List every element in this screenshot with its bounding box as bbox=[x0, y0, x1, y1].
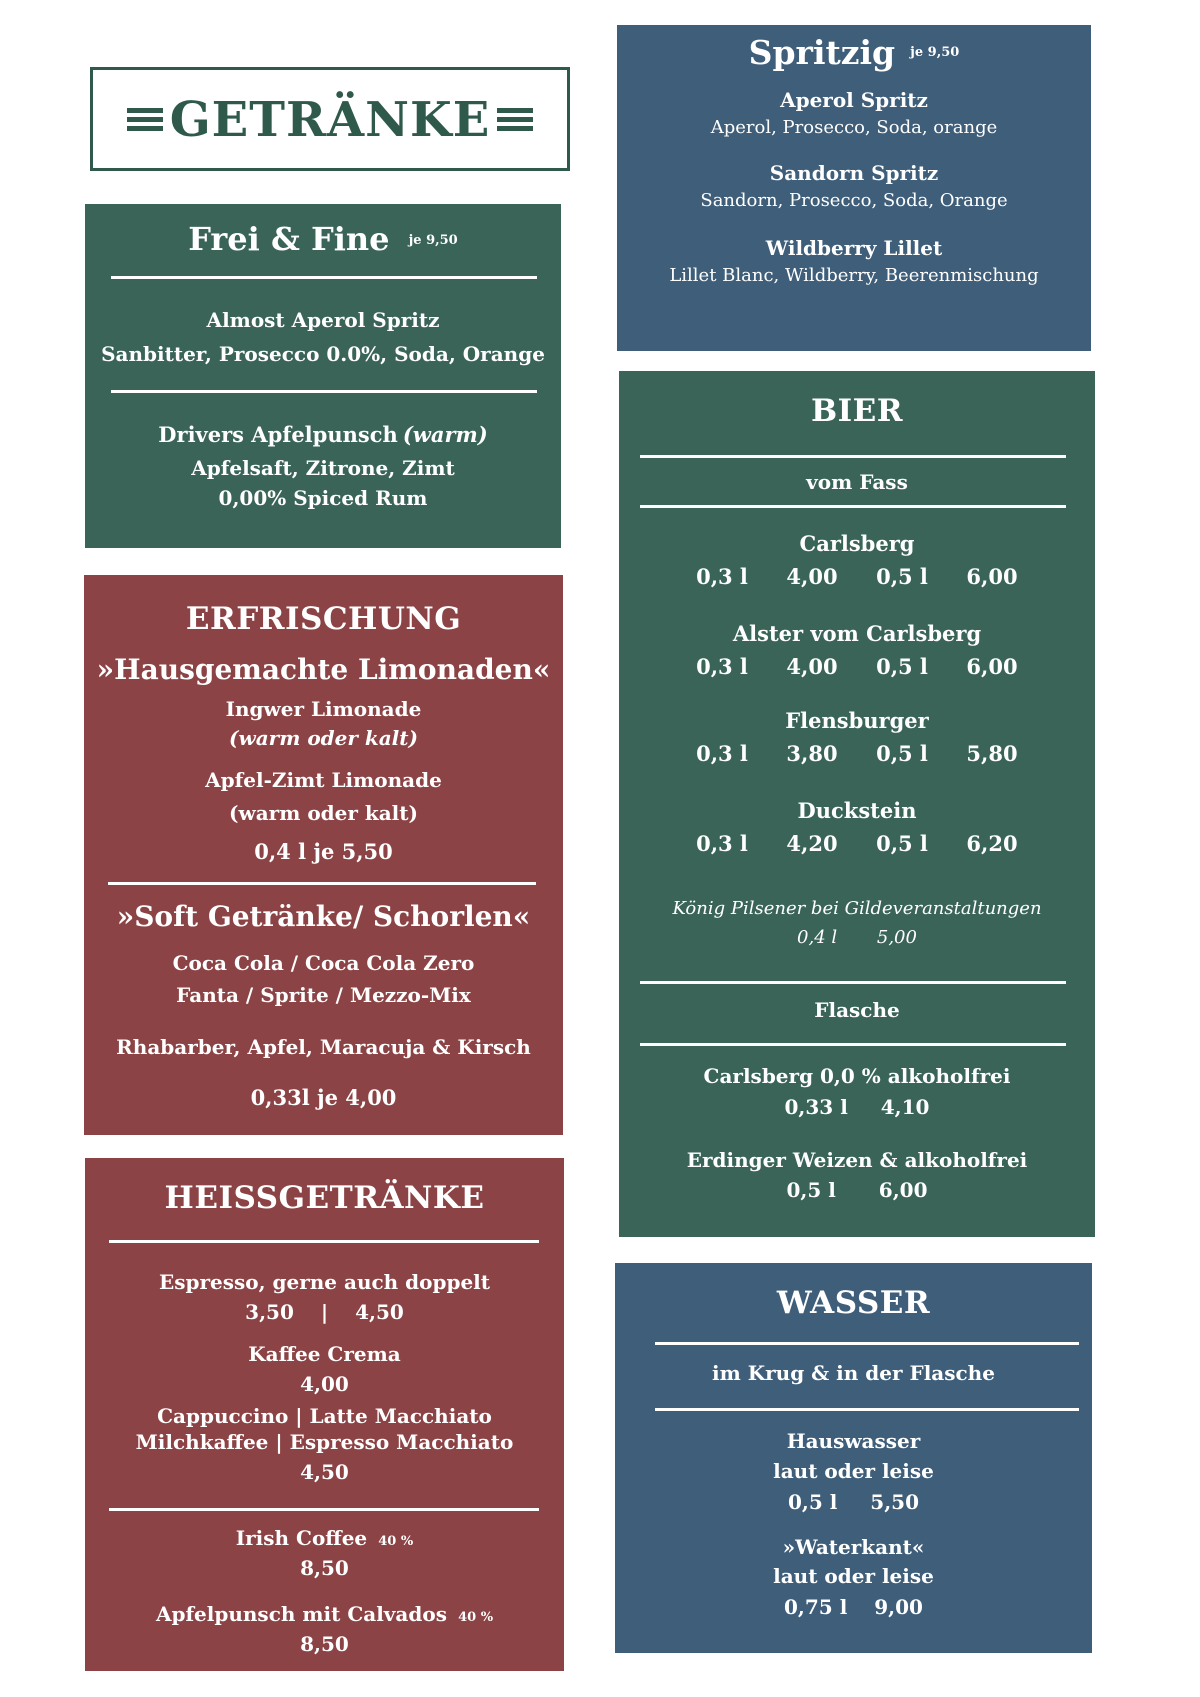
section-heissgetraenke bbox=[85, 1158, 564, 1671]
section-heading: Frei & Fine bbox=[188, 220, 390, 258]
item-name: Erdinger Weizen & alkoholfrei bbox=[686, 1148, 1028, 1172]
item-description: laut oder leise bbox=[773, 1564, 934, 1588]
menu-lines-icon bbox=[497, 108, 533, 132]
item-name: Fanta / Sprite / Mezzo-Mix bbox=[176, 983, 471, 1007]
section-heading: WASSER bbox=[776, 1285, 931, 1321]
item-volume: 0,5 l bbox=[787, 1490, 838, 1514]
beer-name: Flensburger bbox=[785, 708, 929, 733]
item-name: Apfelpunsch mit Calvados bbox=[155, 1602, 447, 1626]
item-price: 4,50 bbox=[355, 1300, 404, 1324]
divider bbox=[109, 1508, 539, 1511]
item-description: laut oder leise bbox=[773, 1459, 934, 1483]
section-bier bbox=[619, 371, 1095, 1237]
divider bbox=[655, 1342, 1079, 1345]
item-name: Hauswasser bbox=[786, 1429, 921, 1453]
subsection-label: vom Fass bbox=[806, 470, 908, 494]
item-name: Apfel-Zimt Limonade bbox=[205, 768, 442, 792]
item-description: Apfelsaft, Zitrone, Zimt bbox=[191, 456, 455, 480]
item-name: Cappuccino | Latte Macchiato bbox=[157, 1404, 492, 1428]
item-price: 0,4 l je 5,50 bbox=[254, 839, 393, 864]
divider bbox=[111, 390, 537, 393]
item-name: Aperol Spritz bbox=[780, 88, 928, 112]
beer-name: Alster vom Carlsberg bbox=[732, 621, 982, 646]
item-name: »Waterkant« bbox=[782, 1535, 925, 1559]
item-price: 6,00 bbox=[878, 1178, 928, 1202]
divider bbox=[655, 1408, 1079, 1411]
item-price: 8,50 bbox=[300, 1632, 349, 1656]
beer-name: Carlsberg bbox=[799, 531, 915, 556]
item-volume: 0,4 l bbox=[797, 927, 838, 948]
item-price: 4,00 bbox=[300, 1372, 349, 1396]
section-heading: BIER bbox=[810, 393, 904, 429]
item-name: Carlsberg 0,0 % alkoholfrei bbox=[703, 1064, 1011, 1088]
beer-name: Duckstein bbox=[797, 798, 917, 823]
item-note: (warm oder kalt) bbox=[229, 726, 418, 750]
divider bbox=[111, 276, 537, 279]
section-wasser bbox=[615, 1263, 1092, 1653]
divider bbox=[108, 882, 536, 885]
item-name: Rhabarber, Apfel, Maracuja & Kirsch bbox=[116, 1035, 531, 1059]
section-frei-fine bbox=[85, 204, 561, 548]
alcohol-percent: 40 % bbox=[378, 1534, 414, 1549]
item-price: 0,33l je 4,00 bbox=[250, 1085, 397, 1110]
price-note: je 9,50 bbox=[408, 233, 458, 248]
item-description: Sandorn, Prosecco, Soda, Orange bbox=[700, 190, 1008, 211]
alcohol-percent: 40 % bbox=[458, 1610, 494, 1625]
price-note: je 9,50 bbox=[910, 45, 960, 60]
item-name: Almost Aperol Spritz bbox=[206, 308, 440, 332]
divider bbox=[640, 1043, 1066, 1046]
item-note: (warm) bbox=[402, 422, 488, 447]
item-note: (warm oder kalt) bbox=[229, 801, 418, 825]
beer-prices: 0,3 l 3,80 0,5 l 5,80 bbox=[696, 741, 1018, 766]
subsection-label: im Krug & in der Flasche bbox=[712, 1361, 995, 1385]
subsection-heading: »Hausgemachte Limonaden« bbox=[96, 653, 551, 686]
item-volume: 0,75 l bbox=[784, 1595, 848, 1619]
item-name: Irish Coffee bbox=[235, 1526, 368, 1550]
item-name: Coca Cola / Coca Cola Zero bbox=[172, 951, 475, 975]
section-heading: HEISSGETRÄNKE bbox=[164, 1180, 485, 1216]
section-heading: ERFRISCHUNG bbox=[185, 601, 462, 637]
page-title: GETRÄNKE bbox=[169, 92, 491, 148]
price-separator: | bbox=[320, 1300, 329, 1324]
item-price: 5,00 bbox=[876, 927, 917, 948]
divider bbox=[640, 505, 1066, 508]
item-name: König Pilsener bei Gildeveranstaltungen bbox=[672, 898, 1042, 919]
item-volume: 0,33 l bbox=[784, 1095, 848, 1119]
section-spritzig bbox=[617, 25, 1091, 351]
item-name: Ingwer Limonade bbox=[225, 697, 422, 721]
item-description: Aperol, Prosecco, Soda, orange bbox=[710, 117, 998, 138]
item-description: Sanbitter, Prosecco 0.0%, Soda, Orange bbox=[101, 342, 545, 366]
item-name: Espresso, gerne auch doppelt bbox=[158, 1270, 491, 1294]
item-name: Kaffee Crema bbox=[248, 1342, 401, 1366]
section-erfrischung bbox=[84, 575, 563, 1135]
item-name: Milchkaffee | Espresso Macchiato bbox=[135, 1430, 514, 1454]
item-name: Drivers Apfelpunsch bbox=[158, 422, 398, 447]
beer-prices: 0,3 l 4,00 0,5 l 6,00 bbox=[696, 654, 1018, 679]
item-volume: 0,5 l bbox=[786, 1178, 836, 1202]
item-price: 9,00 bbox=[874, 1595, 923, 1619]
item-description: Lillet Blanc, Wildberry, Beerenmischung bbox=[669, 265, 1039, 286]
item-price: 8,50 bbox=[300, 1556, 349, 1580]
subsection-label: Flasche bbox=[814, 998, 900, 1022]
beer-prices: 0,3 l 4,00 0,5 l 6,00 bbox=[696, 564, 1018, 589]
beer-prices: 0,3 l 4,20 0,5 l 6,20 bbox=[696, 831, 1018, 856]
section-heading: Spritzig bbox=[748, 33, 896, 72]
divider bbox=[640, 981, 1066, 984]
item-description: 0,00% Spiced Rum bbox=[218, 486, 428, 510]
divider bbox=[109, 1240, 539, 1243]
subsection-heading: »Soft Getränke/ Schorlen« bbox=[116, 900, 531, 933]
item-price: 4,50 bbox=[300, 1460, 349, 1484]
divider bbox=[640, 455, 1066, 458]
title-box bbox=[90, 67, 570, 171]
item-price: 5,50 bbox=[870, 1490, 920, 1514]
item-price: 4,10 bbox=[880, 1095, 930, 1119]
item-name: Wildberry Lillet bbox=[765, 236, 943, 260]
item-price: 3,50 bbox=[245, 1300, 294, 1324]
item-name: Sandorn Spritz bbox=[769, 161, 939, 185]
